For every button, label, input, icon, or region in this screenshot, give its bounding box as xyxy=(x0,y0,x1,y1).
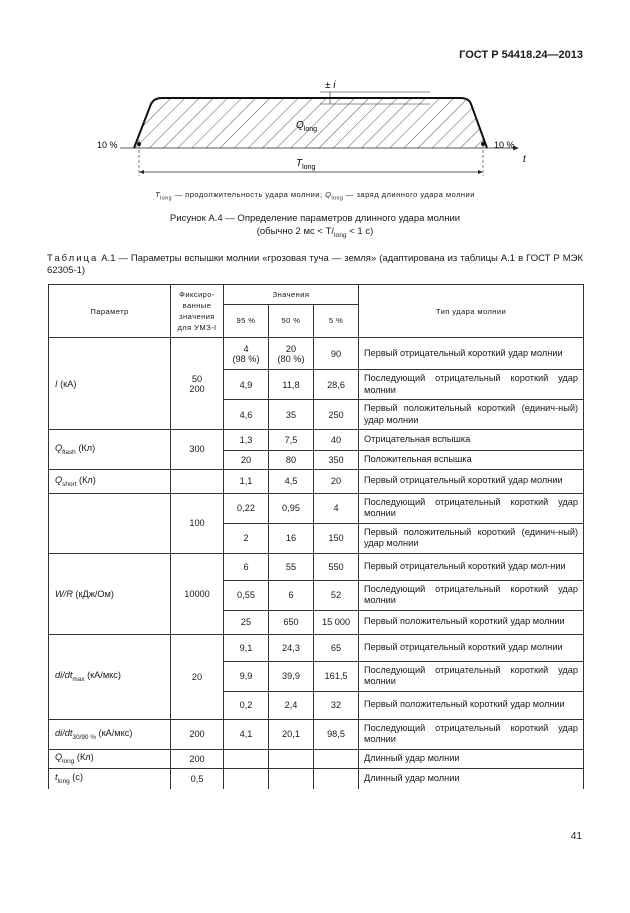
value-cell-v5: 15 000 xyxy=(314,610,359,634)
value-cell-v5: 90 xyxy=(314,338,359,370)
table-caption: Таблица А.1 — Параметры вспышки молнии «грозовая туча — земля» (адаптирована из таблицы А.1 в ГОСТ Р МЭК 62305-1) xyxy=(47,253,583,276)
table-row xyxy=(49,430,584,451)
value-cell-v5: 150 xyxy=(314,523,359,553)
page-number: 41 xyxy=(570,831,582,842)
param-cell: $t_{long}$ (с) xyxy=(49,768,171,789)
label-t-long: $T_{long}$ xyxy=(296,158,316,171)
fixed-value-cell: 10000 xyxy=(171,553,224,634)
value-cell-v50: 24,3 xyxy=(269,634,314,661)
figure-caption: Рисунок А.4 — Определение параметров длинного удара молнии xyxy=(169,213,461,224)
long-stroke-figure xyxy=(0,0,630,190)
value-cell-v5: 4 xyxy=(314,493,359,523)
value-cell-v5: 350 xyxy=(314,451,359,470)
stroke-type-cell: Первый положительный короткий удар молнии xyxy=(359,691,584,719)
value-cell-v5: 161,5 xyxy=(314,661,359,691)
fixed-value-cell: 200 xyxy=(171,719,224,749)
value-cell-v5: 52 xyxy=(314,580,359,610)
value-cell-v50: 6 xyxy=(269,580,314,610)
table-row xyxy=(49,493,584,523)
stroke-type-cell: Отрицательная вспышка xyxy=(359,430,584,451)
value-cell-v95: 0,55 xyxy=(224,580,269,610)
fixed-value-cell: 100 xyxy=(171,493,224,553)
value-cell-v50: 4,5 xyxy=(269,469,314,493)
header-p50: 50 % xyxy=(269,304,314,337)
fixed-value-cell: 300 xyxy=(171,430,224,470)
header-values: Значения xyxy=(224,285,359,305)
stroke-type-cell: Длинный удар молнии xyxy=(359,749,584,768)
stroke-type-cell: Первый отрицательный короткий удар мол-нии xyxy=(359,553,584,580)
param-cell: $Q_{flash}$ (Кл) xyxy=(49,430,171,470)
value-cell-v5: 32 xyxy=(314,691,359,719)
header-p5: 5 % xyxy=(314,304,359,337)
header-type: Тип удара молнии xyxy=(359,285,584,338)
table-header-row xyxy=(49,285,584,305)
value-cell-v5: 65 xyxy=(314,634,359,661)
value-cell-v5 xyxy=(314,768,359,789)
stroke-type-cell: Последующий отрицательный короткий удар молнии xyxy=(359,580,584,610)
value-cell-v50: 11,8 xyxy=(269,370,314,400)
point-10-left xyxy=(137,142,141,146)
param-cell: W/R (кДж/Ом) xyxy=(49,553,171,634)
stroke-type-cell: Положительная вспышка xyxy=(359,451,584,470)
fixed-value-cell: 0,5 xyxy=(171,768,224,789)
value-cell-v50: 650 xyxy=(269,610,314,634)
value-cell-v50 xyxy=(269,768,314,789)
fixed-value-cell: 200 xyxy=(171,749,224,768)
stroke-type-cell: Последующий отрицательный короткий удар молнии xyxy=(359,370,584,400)
table-row xyxy=(49,719,584,749)
value-cell-v95: 4,6 xyxy=(224,400,269,430)
stroke-type-cell: Последующий отрицательный короткий удар молнии xyxy=(359,661,584,691)
value-cell-v5: 40 xyxy=(314,430,359,451)
param-cell: $Q_{short}$ (Кл) xyxy=(49,469,171,493)
value-cell-v95: 4 (98 %) xyxy=(224,338,269,370)
stroke-type-cell: Первый положительный короткий удар молнии xyxy=(359,610,584,634)
value-cell-v50: 55 xyxy=(269,553,314,580)
value-cell-v50: 2,4 xyxy=(269,691,314,719)
param-cell: $Q_{long}$ (Кл) xyxy=(49,749,171,768)
value-cell-v95: 9,9 xyxy=(224,661,269,691)
header-fixed: Фиксиро-ванные значения для УМЗ-I xyxy=(171,285,224,338)
value-cell-v95: 25 xyxy=(224,610,269,634)
label-10-left: 10 % xyxy=(97,140,118,150)
value-cell-v95: 1,1 xyxy=(224,469,269,493)
stroke-type-cell: Последующий отрицательный короткий удар молнии xyxy=(359,493,584,523)
fixed-value-cell xyxy=(171,469,224,493)
fixed-value-cell: 20 xyxy=(171,634,224,719)
stroke-type-cell: Первый положительный короткий (единич-ный) удар молнии xyxy=(359,400,584,430)
stroke-type-cell: Первый положительный короткий (единич-ный) удар молнии xyxy=(359,523,584,553)
value-cell-v50: 20,1 xyxy=(269,719,314,749)
value-cell-v95: 0,2 xyxy=(224,691,269,719)
point-10-right xyxy=(481,142,485,146)
label-t-axis: t xyxy=(523,154,526,165)
fixed-value-cell: 50 200 xyxy=(171,338,224,430)
value-cell-v50: 80 xyxy=(269,451,314,470)
table-row xyxy=(49,469,584,493)
param-cell: $di/dt_{max}$ (кА/мкс) xyxy=(49,634,171,719)
value-cell-v95 xyxy=(224,749,269,768)
label-10-right: 10 % xyxy=(494,140,515,150)
param-cell: $di/dt_{30/90 \%}$ (кА/мкс) xyxy=(49,719,171,749)
header-parameter: Параметр xyxy=(49,285,171,338)
table-row xyxy=(49,749,584,768)
value-cell-v50: 16 xyxy=(269,523,314,553)
document-code: ГОСТ Р 54418.24—2013 xyxy=(459,49,583,61)
value-cell-v5: 550 xyxy=(314,553,359,580)
table-row xyxy=(49,634,584,661)
label-plus-minus-i: ± i xyxy=(325,80,336,91)
value-cell-v50: 35 xyxy=(269,400,314,430)
stroke-type-cell: Первый отрицательный короткий удар молнии xyxy=(359,469,584,493)
value-cell-v95: 2 xyxy=(224,523,269,553)
stroke-type-cell: Первый отрицательный короткий удар молнии xyxy=(359,338,584,370)
figure-caption-sub: (обычно 2 мс < $T/_{long} < 1$ с) xyxy=(256,226,374,239)
value-cell-v5: 250 xyxy=(314,400,359,430)
value-cell-v95 xyxy=(224,768,269,789)
param-cell: I (кА) xyxy=(49,338,171,430)
stroke-type-cell: Первый отрицательный короткий удар молнии xyxy=(359,634,584,661)
label-q-long: $Q_{long}$ xyxy=(296,120,318,133)
table-row xyxy=(49,553,584,580)
value-cell-v95: 1,3 xyxy=(224,430,269,451)
value-cell-v5: 98,5 xyxy=(314,719,359,749)
value-cell-v95: 0,22 xyxy=(224,493,269,523)
value-cell-v5 xyxy=(314,749,359,768)
param-cell xyxy=(49,493,171,553)
value-cell-v50 xyxy=(269,749,314,768)
value-cell-v95: 4,9 xyxy=(224,370,269,400)
parameters-table xyxy=(48,284,584,789)
table-row xyxy=(49,768,584,789)
stroke-type-cell: Последующий отрицательный короткий удар молнии xyxy=(359,719,584,749)
waveform-shape xyxy=(134,98,487,148)
value-cell-v50: 20 (80 %) xyxy=(269,338,314,370)
figure-legend: $T_{long}$ — продолжительность удара молнии; $Q_{long}$ — заряд длинного удара молнии xyxy=(155,190,475,202)
value-cell-v95: 6 xyxy=(224,553,269,580)
value-cell-v5: 20 xyxy=(314,469,359,493)
value-cell-v95: 4,1 xyxy=(224,719,269,749)
value-cell-v50: 0,95 xyxy=(269,493,314,523)
value-cell-v5: 28,6 xyxy=(314,370,359,400)
value-cell-v95: 9,1 xyxy=(224,634,269,661)
value-cell-v50: 7,5 xyxy=(269,430,314,451)
value-cell-v50: 39,9 xyxy=(269,661,314,691)
table-row xyxy=(49,338,584,370)
stroke-type-cell: Длинный удар молнии xyxy=(359,768,584,789)
value-cell-v95: 20 xyxy=(224,451,269,470)
header-p95: 95 % xyxy=(224,304,269,337)
